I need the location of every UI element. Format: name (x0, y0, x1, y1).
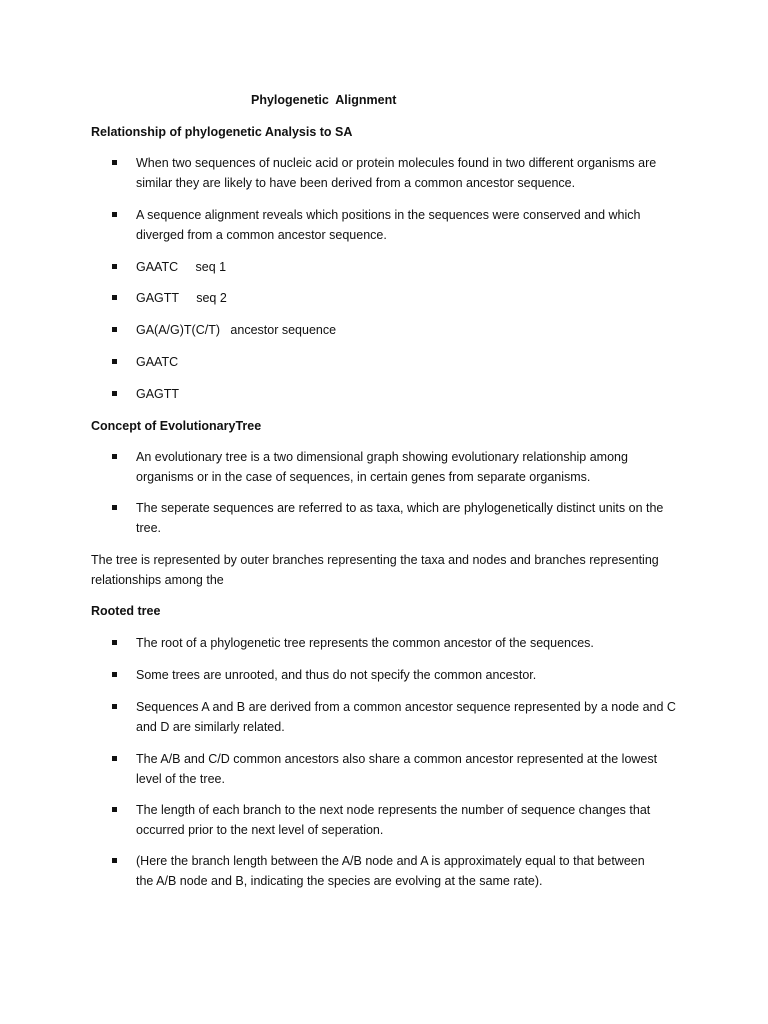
bullet-text: The root of a phylogenetic tree represents the common ancestor of the sequences. (136, 636, 594, 650)
bullet-text: GAGTT (136, 387, 180, 401)
bullet-text: GA(A/G)T(C/T) ancestor sequence (136, 323, 337, 337)
square-bullet-icon (112, 212, 117, 217)
square-bullet-icon (112, 359, 117, 364)
square-bullet-icon (112, 391, 117, 396)
square-bullet-icon (112, 160, 117, 165)
bullet-text: A sequence alignment reveals which positions in the sequences were conserved and which diverged from a common ancestor sequence. (136, 208, 641, 242)
bullet-text: When two sequences of nucleic acid or protein molecules found in two different organisms are similar they are likely to have been derived from a common ancestor sequence. (136, 156, 657, 190)
square-bullet-icon (112, 704, 117, 709)
square-bullet-icon (112, 672, 117, 677)
bullet-text: GAATC seq 1 (136, 260, 227, 274)
square-bullet-icon (112, 756, 117, 761)
square-bullet-icon (112, 454, 117, 459)
bullet-text: The seperate sequences are referred to as taxa, which are phylogenetically distinct units on the tree. (136, 501, 664, 535)
square-bullet-icon (112, 858, 117, 863)
square-bullet-icon (112, 505, 117, 510)
section-heading-rooted: Rooted tree (91, 604, 161, 618)
square-bullet-icon (112, 807, 117, 812)
bullet-text: The length of each branch to the next node represents the number of sequence changes that occurred prior to the next level of seperation. (136, 803, 651, 837)
bullet-text: (Here the branch length between the A/B node and A is approximately equal to that between the A/B node and B, indicating the species are evolving at the same rate). (136, 854, 645, 888)
bullet-text: Sequences A and B are derived from a common ancestor sequence represented by a node and C and D are similarly related. (136, 700, 676, 734)
square-bullet-icon (112, 640, 117, 645)
bullet-text: The A/B and C/D common ancestors also share a common ancestor represented at the lowest level of the tree. (136, 752, 658, 786)
body-paragraph: The tree is represented by outer branches representing the taxa and nodes and branches representing relationships among the (91, 553, 659, 587)
square-bullet-icon (112, 327, 117, 332)
section-heading-concept: Concept of EvolutionaryTree (91, 419, 262, 433)
square-bullet-icon (112, 264, 117, 269)
bullet-text: An evolutionary tree is a two dimensional graph showing evolutionary relationship among organisms or in the case of sequences, in certain genes from separate organisms. (136, 450, 628, 484)
square-bullet-icon (112, 295, 117, 300)
section-heading-relationship: Relationship of phylogenetic Analysis to SA (91, 125, 353, 139)
bullet-text: GAATC (136, 355, 179, 369)
bullet-text: Some trees are unrooted, and thus do not specify the common ancestor. (136, 668, 537, 682)
bullet-text: GAGTT seq 2 (136, 291, 227, 305)
document-title: Phylogenetic Alignment (251, 93, 397, 107)
